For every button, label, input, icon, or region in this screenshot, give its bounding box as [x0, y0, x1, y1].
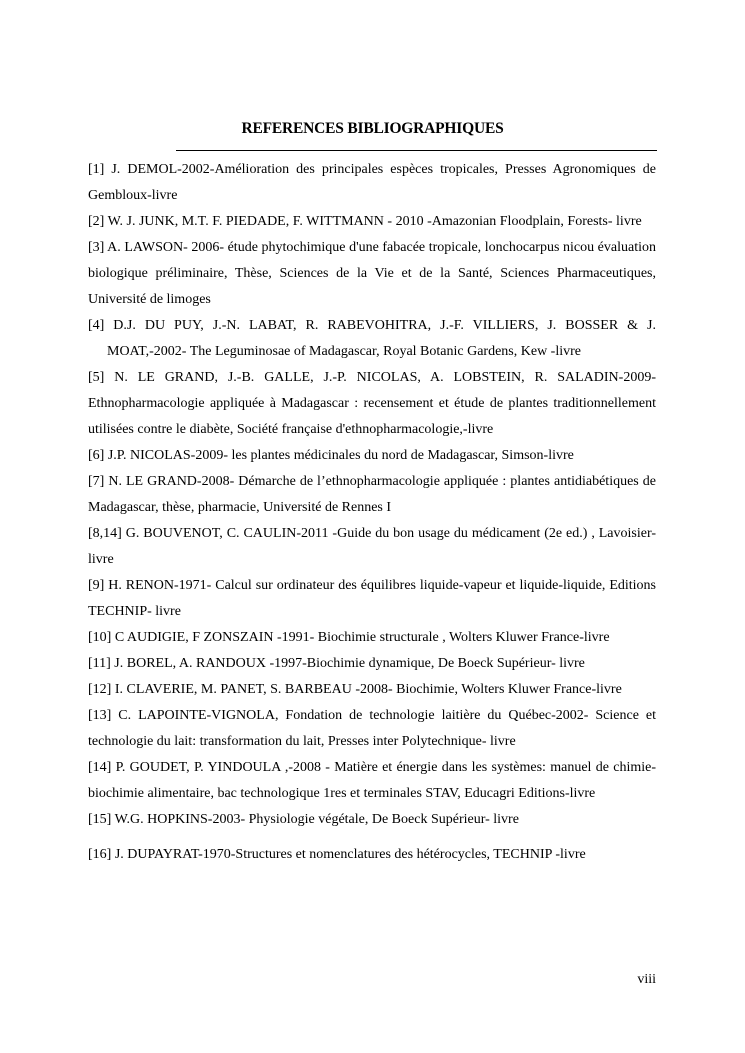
- reference-item-7: [7] N. LE GRAND-2008- Démarche de l’ethnopharmacologie appliquée : plantes antidiabétiques de Madagascar, thèse, pharmacie, Université de Rennes I: [88, 474, 656, 515]
- reference-item-8-14: [8,14] G. BOUVENOT, C. CAULIN-2011 -Guide du bon usage du médicament (2e ed.) , Lavoisier- livre: [88, 526, 656, 567]
- reference-item-2: [2] W. J. JUNK, M.T. F. PIEDADE, F. WITTMANN - 2010 -Amazonian Floodplain, Forests- livre: [88, 214, 642, 229]
- page-number: viii: [637, 972, 656, 987]
- title-underline: [176, 150, 657, 151]
- reference-item-12: [12] I. CLAVERIE, M. PANET, S. BARBEAU -2008- Biochimie, Wolters Kluwer France-livre: [88, 682, 622, 697]
- reference-list: [88, 157, 656, 868]
- reference-item-13: [13] C. LAPOINTE-VIGNOLA, Fondation de technologie laitière du Québec-2002- Science et technologie du lait: transformation du lait, Presses inter Polytechnique- livre: [88, 708, 656, 749]
- page-title: REFERENCES BIBLIOGRAPHIQUES: [241, 120, 504, 137]
- reference-item-14: [14] P. GOUDET, P. YINDOULA ,-2008 - Matière et énergie dans les systèmes: manuel de chimie-biochimie alimentaire, bac technologique 1res et terminales STAV, Educagri Editions-livre: [88, 760, 656, 801]
- reference-item-11: [11] J. BOREL, A. RANDOUX -1997-Biochimie dynamique, De Boeck Supérieur- livre: [88, 656, 585, 671]
- reference-item-4: [4] D.J. DU PUY, J.-N. LABAT, R. RABEVOHITRA, J.-F. VILLIERS, J. BOSSER & J. MOAT,-2002- The Leguminosae of Madagascar, Royal Botanic Gardens, Kew -livre: [88, 318, 656, 359]
- reference-item-3: [3] A. LAWSON- 2006- étude phytochimique d'une fabacée tropicale, lonchocarpus nicou évaluation biologique préliminaire, Thèse, Sciences de la Vie et de la Santé, Sciences Pharmaceutiques, Université de limoges: [88, 240, 656, 307]
- reference-item-1: [1] J. DEMOL-2002-Amélioration des principales espèces tropicales, Presses Agronomiques de Gembloux-livre: [88, 162, 656, 203]
- reference-item-15: [15] W.G. HOPKINS-2003- Physiologie végétale, De Boeck Supérieur- livre: [88, 812, 519, 827]
- reference-item-10: [10] C AUDIGIE, F ZONSZAIN -1991- Biochimie structurale , Wolters Kluwer France-livre: [88, 630, 610, 645]
- reference-item-16: [16] J. DUPAYRAT-1970-Structures et nomenclatures des hétérocycles, TECHNIP -livre: [88, 847, 586, 862]
- reference-item-5: [5] N. LE GRAND, J.-B. GALLE, J.-P. NICOLAS, A. LOBSTEIN, R. SALADIN-2009- Ethnopharmacologie appliquée à Madagascar : recensement et étude de plantes traditionnellement utilisées contre le diabète, Société française d'ethnopharmacologie,-livre: [88, 370, 656, 437]
- reference-item-9: [9] H. RENON-1971- Calcul sur ordinateur des équilibres liquide-vapeur et liquide-liquide, Editions TECHNIP- livre: [88, 578, 656, 619]
- reference-item-6: [6] J.P. NICOLAS-2009- les plantes médicinales du nord de Madagascar, Simson-livre: [88, 448, 574, 463]
